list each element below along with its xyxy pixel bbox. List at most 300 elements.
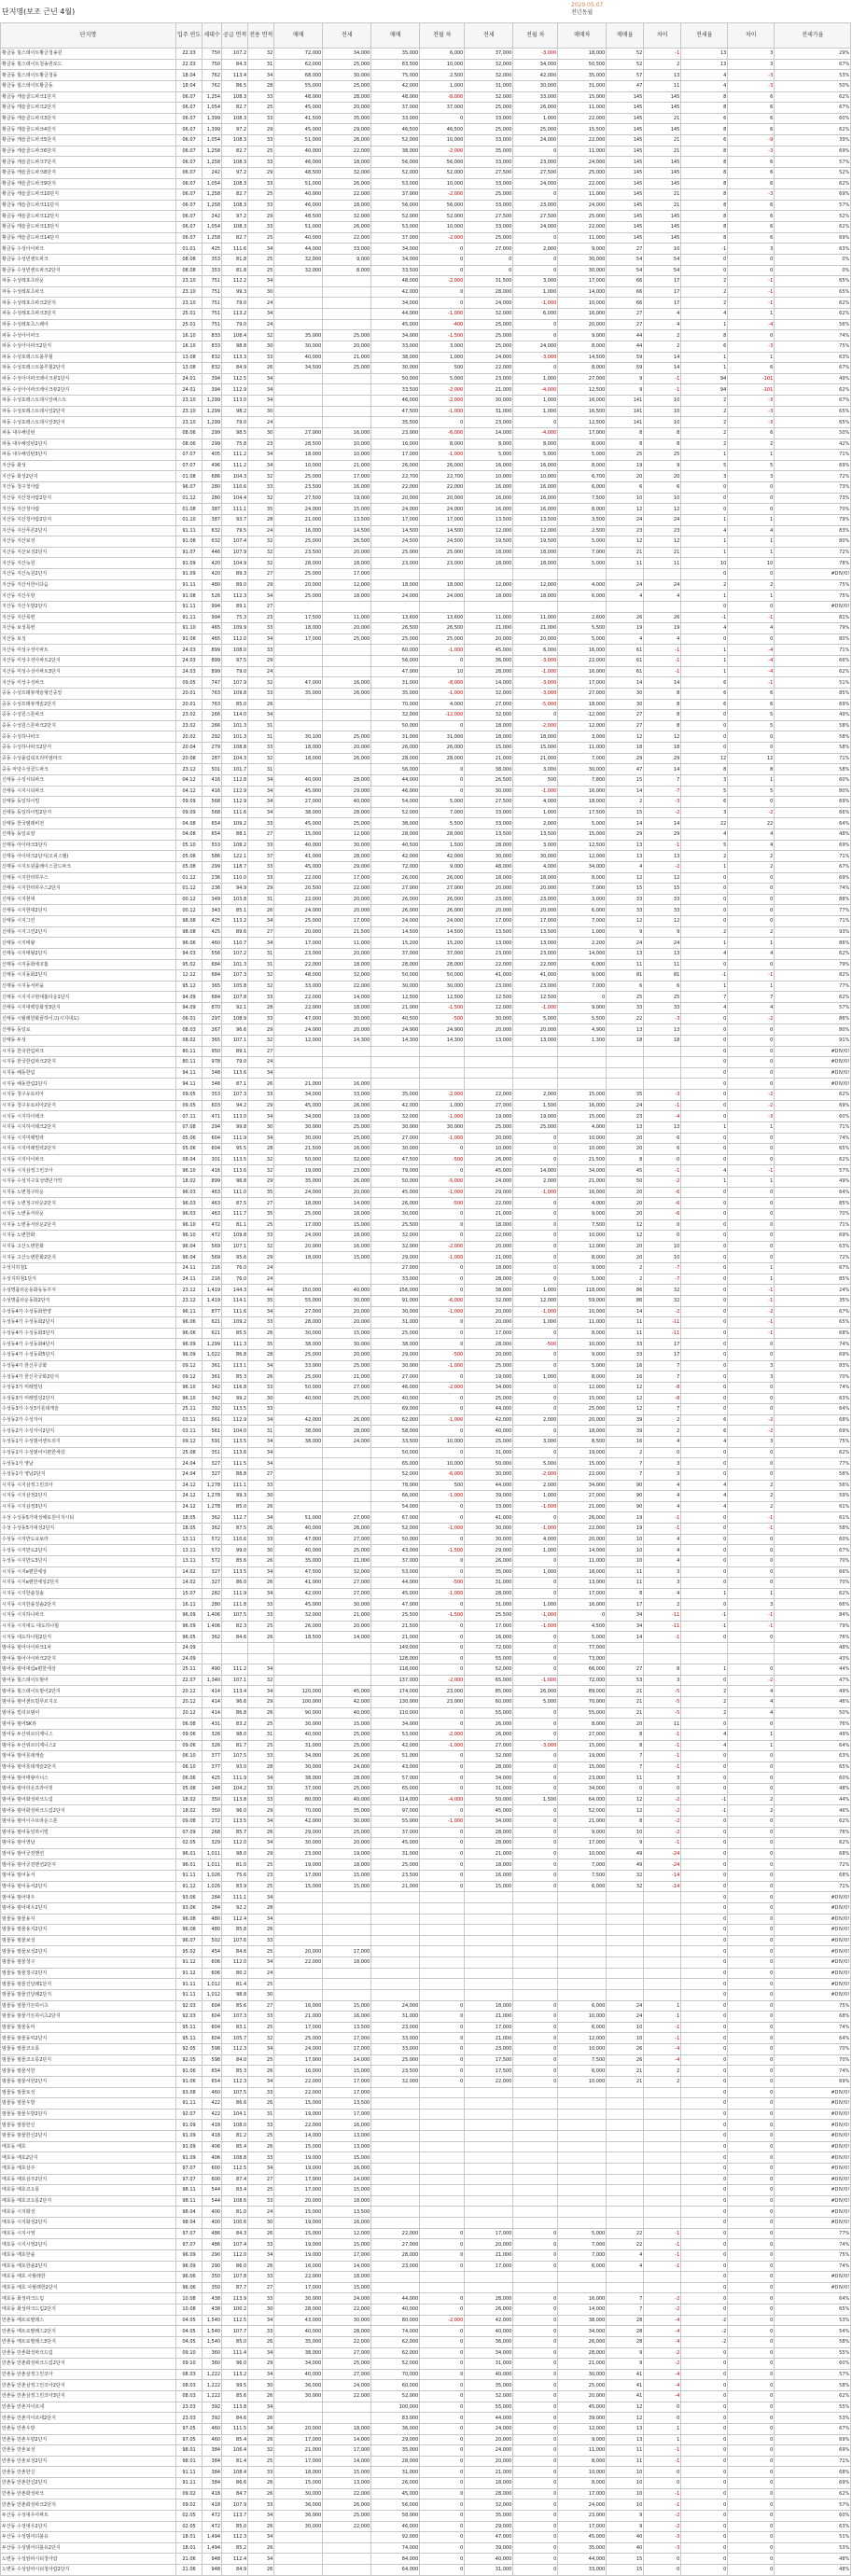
complex-name-cell: 만촌동 만촌한신2단지 [1, 2478, 176, 2489]
table-cell: 57% [775, 157, 851, 168]
table-cell: 12 [728, 753, 775, 764]
table-cell: 25,000 [420, 547, 465, 558]
table-cell: 15 [607, 774, 644, 786]
table-cell: 41 [607, 2391, 644, 2402]
table-cell: 11 [644, 959, 681, 970]
table-row [1, 1426, 851, 1437]
table-cell: -3,000 [513, 1740, 558, 1751]
table-cell: 20,000 [465, 2456, 513, 2467]
table-cell: 25 [248, 1219, 274, 1231]
table-cell: 94.03 [176, 948, 203, 959]
table-row [1, 1003, 851, 1014]
table-cell: 25,000 [323, 1827, 371, 1838]
table-cell [513, 1935, 558, 1946]
table-cell: 26,000 [323, 222, 371, 233]
table-cell: 1 [728, 1177, 775, 1188]
table-cell: 22,000 [558, 1469, 607, 1480]
table-cell [420, 1935, 465, 1946]
table-cell: 6 [681, 677, 728, 689]
table-cell: 56,000 [371, 764, 420, 775]
table-cell: 12,500 [465, 992, 513, 1003]
table-cell: 20,000 [465, 2239, 513, 2250]
table-cell [323, 2554, 371, 2565]
table-cell: 109.9 [222, 623, 248, 634]
table-cell: 18,000 [465, 591, 513, 602]
table-cell: 32,000 [274, 1610, 323, 1622]
table-cell [558, 1914, 607, 1925]
table-cell: 0 [681, 504, 728, 515]
table-row [1, 286, 851, 298]
table-cell: 85.6 [222, 2000, 248, 2012]
table-cell: 28,000 [274, 1317, 323, 1329]
table-cell: 97.07 [176, 2228, 203, 2239]
table-row [1, 113, 851, 124]
table-cell: 0 [513, 417, 558, 428]
table-cell: 4 [681, 623, 728, 634]
table-cell: 13,500 [513, 829, 558, 841]
table-row [1, 579, 851, 591]
table-cell: 15,000 [274, 2098, 323, 2110]
table-cell: 33,000 [323, 1090, 371, 1101]
table-cell: 0 [420, 2456, 465, 2467]
table-cell: 5,000 [558, 558, 607, 569]
table-cell: 0 [728, 2249, 775, 2261]
table-cell: 0 [728, 1393, 775, 1404]
table-cell: 12,500 [420, 992, 465, 1003]
table-cell: 8 [681, 157, 728, 168]
table-cell: 0 [728, 2456, 775, 2467]
complex-name-cell: 수성동1가 수성범어센트리지 [1, 1437, 176, 1448]
table-cell: 21,000 [465, 1208, 513, 1219]
table-cell: 30,000 [465, 396, 513, 407]
table-cell: 17,000 [558, 1588, 607, 1599]
table-cell: 17,000 [274, 634, 323, 645]
table-cell: 29 [248, 1024, 274, 1036]
table-cell: 6 [728, 363, 775, 374]
table-cell: 0 [420, 2499, 465, 2511]
table-cell: 06.06 [176, 1773, 203, 1784]
table-cell: 899 [203, 656, 222, 667]
table-cell: 7,000 [558, 884, 607, 895]
table-cell: 24,000 [323, 2380, 371, 2391]
table-cell: 26 [248, 2261, 274, 2272]
table-cell: 34 [248, 1067, 274, 1079]
table-row [1, 666, 851, 677]
table-cell: 14,000 [323, 1632, 371, 1643]
table-cell [323, 1057, 371, 1068]
table-cell: 8 [681, 232, 728, 244]
table-cell: 18,000 [323, 591, 371, 602]
complex-name-cell: 수성동4가 한신무궁화 [1, 1360, 176, 1372]
table-cell: 141 [607, 396, 644, 407]
table-cell: 32,000 [323, 167, 371, 178]
table-cell: 1,000 [513, 286, 558, 298]
table-cell: 0 [420, 1773, 465, 1784]
table-cell [465, 1046, 513, 1057]
table-cell: 47,500 [371, 406, 420, 417]
complex-name-cell: 만촌동 만촌자이르네2단지 [1, 2413, 176, 2424]
table-cell: 20.12 [176, 1697, 203, 1708]
table-cell: 145 [607, 91, 644, 103]
table-cell: 23,000 [371, 2261, 420, 2272]
table-row [1, 1524, 851, 1535]
table-cell: 82.7 [222, 232, 248, 244]
table-cell: 0 [420, 2033, 465, 2044]
table-cell: 48% [775, 2565, 851, 2576]
table-cell [274, 417, 323, 428]
table-cell: 0 [681, 1231, 728, 1242]
table-cell: 0 [644, 1784, 681, 1795]
table-cell: 0 [728, 634, 775, 645]
table-cell: 55% [775, 2402, 851, 2413]
complex-name-cell: 범어동 범어대우2단지 [1, 1902, 176, 1914]
table-cell: 20,000 [323, 623, 371, 634]
table-cell: 384 [203, 2445, 222, 2457]
table-cell: 80,000 [371, 2315, 420, 2326]
table-row [1, 2249, 851, 2261]
table-cell: 1,299 [203, 396, 222, 407]
table-row [1, 656, 851, 667]
table-cell: 9,000 [323, 254, 371, 265]
table-cell: 08.02 [176, 1035, 203, 1046]
table-cell: 1 [728, 1740, 775, 1751]
table-cell: 21,000 [274, 514, 323, 525]
table-cell: -1 [644, 1524, 681, 1535]
table-cell: 24,000 [465, 298, 513, 309]
table-cell [420, 2152, 465, 2164]
table-cell: 13 [607, 840, 644, 851]
table-cell: 27,500 [465, 211, 513, 222]
table-cell [513, 2141, 558, 2152]
table-cell: 52 [607, 59, 644, 70]
table-cell: 91.11 [176, 1871, 203, 1882]
table-cell: 8 [644, 427, 681, 439]
table-cell: 69% [775, 1350, 851, 1361]
table-cell: 8 [644, 439, 681, 450]
table-cell: 0 [420, 2326, 465, 2337]
table-cell: 89.6 [222, 926, 248, 938]
table-cell: 80% [775, 786, 851, 797]
table-row [1, 1968, 851, 1979]
table-cell: 15,000 [558, 1393, 607, 1404]
table-cell: -1,000 [513, 1501, 558, 1512]
table-cell: 0 [681, 884, 728, 895]
table-cell: 12,000 [465, 1003, 513, 1014]
table-cell: 1 [681, 450, 728, 461]
table-cell [465, 1925, 513, 1936]
table-cell: 22,000 [558, 222, 607, 233]
table-cell: 18,000 [513, 547, 558, 558]
table-cell: 1,054 [203, 103, 222, 114]
table-cell: 27,000 [558, 688, 607, 699]
table-cell [558, 1925, 607, 1936]
table-cell: 09.02 [176, 2488, 203, 2499]
table-cell: 1,054 [203, 222, 222, 233]
complex-name-cell: 시지동 시지아이파크 [1, 1154, 176, 1165]
table-cell: #DIV/0! [775, 2098, 851, 2110]
table-cell: 34 [607, 1621, 644, 1632]
table-cell: 38,000 [274, 1437, 323, 1448]
table-cell: 112.4 [222, 1914, 248, 1925]
table-cell: 7 [644, 774, 681, 786]
table-cell: 486 [203, 2228, 222, 2239]
table-cell: 21,000 [465, 753, 513, 764]
table-cell: 75% [775, 1437, 851, 1448]
table-cell: 82.7 [222, 103, 248, 114]
table-cell: 0 [681, 1675, 728, 1686]
table-cell: 80% [775, 634, 851, 645]
table-cell: #DIV/0! [775, 1935, 851, 1946]
table-cell: 360 [203, 2347, 222, 2359]
table-cell: 38,000 [274, 807, 323, 818]
table-cell: 0 [513, 2391, 558, 2402]
table-cell: 21 [607, 2076, 644, 2087]
table-cell [274, 2554, 323, 2565]
table-cell: 6 [607, 981, 644, 992]
table-cell: 2 [644, 330, 681, 341]
table-cell: 145 [607, 157, 644, 168]
table-cell: 27 [248, 2282, 274, 2293]
table-cell: 24,000 [420, 591, 465, 602]
table-cell: 81 [644, 970, 681, 982]
table-cell: 2 [644, 341, 681, 352]
table-cell: 69% [775, 2076, 851, 2087]
table-row [1, 558, 851, 569]
table-cell: 25,000 [323, 818, 371, 829]
table-cell: 85.2 [222, 2542, 248, 2554]
table-cell: 0 [420, 2391, 465, 2402]
table-cell: 24.11 [176, 1263, 203, 1274]
table-cell: 33 [248, 1480, 274, 1491]
table-cell: 40,000 [323, 1285, 371, 1296]
table-header-row [1, 23, 851, 49]
table-cell: 544 [203, 2185, 222, 2196]
table-cell: 0 [644, 1231, 681, 1242]
table-cell: 0 [728, 1404, 775, 1415]
table-cell: 17,000 [465, 2261, 513, 2272]
complex-name-cell: 범어동 범어롯데캐슬 [1, 1751, 176, 1762]
table-cell: 33 [607, 1003, 644, 1014]
table-cell: 12,000 [274, 1035, 323, 1046]
table-cell: 45,000 [274, 861, 323, 872]
table-cell: 16.11 [176, 1599, 203, 1610]
complex-name-cell: 범어동 범어SK뷰 [1, 1719, 176, 1730]
table-cell: 53% [775, 70, 851, 81]
table-cell: 26,000 [420, 743, 465, 754]
table-cell [420, 1925, 465, 1936]
table-cell: 416 [203, 786, 222, 797]
table-cell: 12,000 [558, 1241, 607, 1252]
table-cell [420, 2272, 465, 2283]
table-cell: 50,000 [465, 1794, 513, 1805]
table-cell: 5 [728, 460, 775, 471]
table-row [1, 623, 851, 634]
table-cell: 84.3 [222, 2228, 248, 2239]
table-cell: 0 [513, 1512, 558, 1524]
table-cell: 71% [775, 851, 851, 862]
table-cell: 20,000 [420, 493, 465, 504]
table-row [1, 2391, 851, 2402]
table-cell: 0 [728, 797, 775, 808]
table-row [1, 2087, 851, 2098]
table-cell: 79.5 [222, 525, 248, 536]
table-cell: 31 [248, 1426, 274, 1437]
table-cell: 297 [203, 1013, 222, 1024]
table-cell: -1 [681, 1805, 728, 1817]
table-cell: 0 [420, 2488, 465, 2499]
table-cell: 0 [513, 2012, 558, 2023]
table-cell: -1 [644, 1751, 681, 1762]
table-cell [420, 2131, 465, 2142]
table-cell: 21 [607, 1707, 644, 1719]
table-cell: 18,000 [465, 1219, 513, 1231]
complex-name-cell: 시지동 시지삼정그린코아 [1, 1480, 176, 1491]
table-cell: 236 [203, 884, 222, 895]
table-cell: 16 [607, 1372, 644, 1383]
table-cell: 1 [681, 938, 728, 949]
table-cell: 0 [644, 1447, 681, 1458]
table-cell: 20,000 [465, 884, 513, 895]
table-cell: 20,000 [323, 1838, 371, 1849]
table-cell: -2,000 [513, 720, 558, 731]
table-cell: 20,000 [274, 1241, 323, 1252]
table-cell: 454 [203, 1946, 222, 1957]
table-cell: 4 [681, 80, 728, 91]
table-row [1, 861, 851, 872]
table-cell [420, 1979, 465, 1990]
table-cell: 34 [248, 1414, 274, 1426]
table-cell: 46% [775, 1697, 851, 1708]
table-cell: 242 [203, 211, 222, 222]
table-cell: 0 [420, 1871, 465, 1882]
table-cell [513, 1914, 558, 1925]
table-cell: 85.4 [222, 2434, 248, 2445]
table-cell: 65% [775, 1761, 851, 1773]
table-cell: 35 [248, 1187, 274, 1198]
table-cell: 40,000 [274, 146, 323, 157]
table-cell: 26,000 [465, 1555, 513, 1566]
table-cell: 21 [644, 113, 681, 124]
table-cell: 98.0 [222, 1848, 248, 1859]
complex-name-cell: 범어동 범어아이파크2단지 [1, 1653, 176, 1664]
table-cell: 22,000 [465, 1090, 513, 1101]
table-cell: 24,000 [274, 1231, 323, 1242]
table-row [1, 1642, 851, 1653]
complex-name-cell: 시지동 노변청구타운 [1, 1187, 176, 1198]
table-cell: 23,000 [558, 2510, 607, 2521]
table-cell: 0 [420, 656, 465, 667]
table-cell: 40,000 [274, 840, 323, 851]
table-cell: 17,000 [465, 1621, 513, 1632]
table-cell: 71% [775, 1121, 851, 1133]
table-cell: 0 [681, 1458, 728, 1469]
table-cell: 17,000 [274, 1219, 323, 1231]
table-cell: 35,000 [465, 146, 513, 157]
table-cell: 26 [248, 1578, 274, 1589]
table-cell: 24,000 [558, 157, 607, 168]
table-cell: 0 [728, 2228, 775, 2239]
complex-name-cell: 지산동 화성2단지 [1, 471, 176, 482]
table-cell [274, 764, 323, 775]
table-cell: 100,000 [371, 2402, 420, 2413]
complex-name-cell: 중동 마당수성골드파크 [1, 764, 176, 775]
table-cell: -11 [644, 1317, 681, 1329]
table-cell: 0 [728, 1067, 775, 1079]
table-cell: 94.11 [176, 1067, 203, 1079]
table-cell: 30,000 [323, 70, 371, 81]
table-cell: 0 [728, 2315, 775, 2326]
table-cell: 15,000 [558, 1458, 607, 1469]
table-cell: 15,000 [323, 1881, 371, 1892]
table-cell: 416 [203, 774, 222, 786]
table-cell: 34,000 [371, 298, 420, 309]
table-cell: 71% [775, 753, 851, 764]
table-cell: 46,000 [371, 2521, 420, 2532]
table-cell [607, 2272, 644, 2283]
table-cell: 33 [248, 2087, 274, 2098]
table-cell: 30,000 [274, 1761, 323, 1773]
table-cell: #DIV/0! [775, 2195, 851, 2207]
table-cell: 0 [513, 1447, 558, 1458]
table-cell: 14 [607, 677, 644, 689]
sheet-title: 단지명(보조 근년 4월) [2, 7, 76, 16]
table-cell: -7 [644, 786, 681, 797]
table-cell: 24 [248, 298, 274, 309]
table-cell: 8,000 [558, 2478, 607, 2489]
table-cell: 384 [203, 2478, 222, 2489]
table-cell: 31,500 [465, 276, 513, 287]
table-cell: 486 [203, 2239, 222, 2250]
table-cell [465, 2141, 513, 2152]
table-cell: #DIV/0! [775, 1079, 851, 1090]
table-cell: 6 [681, 1426, 728, 1437]
table-cell: 84% [775, 1610, 851, 1622]
complex-name-cell: 황금동 캐슬골드파크13단지 [1, 222, 176, 233]
table-cell: 471 [203, 1111, 222, 1122]
table-cell: 73,000 [558, 1653, 607, 1664]
table-cell: 0 [513, 2336, 558, 2347]
table-cell: 32,000 [371, 1111, 420, 1122]
table-cell: 24 [248, 666, 274, 677]
table-row [1, 2423, 851, 2434]
table-cell: 13,500 [323, 2207, 371, 2218]
table-cell: 113.2 [222, 2369, 248, 2380]
table-row [1, 2207, 851, 2218]
table-cell: 17,000 [274, 2185, 323, 2196]
table-cell: 26 [248, 2141, 274, 2152]
table-cell: 54,000 [371, 797, 420, 808]
table-cell: 26,000 [371, 743, 420, 754]
table-cell: 62% [775, 298, 851, 309]
table-cell [728, 1653, 775, 1664]
table-cell: 0 [681, 2293, 728, 2304]
table-cell: 96.06 [176, 1328, 203, 1339]
table-cell: 7,000 [558, 753, 607, 764]
table-cell: 77% [775, 1458, 851, 1469]
table-cell: 81.0 [222, 2207, 248, 2218]
table-row [1, 1414, 851, 1426]
table-cell: -3 [728, 417, 775, 428]
table-cell: 0 [728, 1892, 775, 1903]
table-row [1, 493, 851, 504]
table-cell: 0 [681, 1534, 728, 1545]
table-cell: 15,000 [323, 2239, 371, 2250]
table-cell: 20,000 [513, 905, 558, 916]
table-cell: -2 [728, 1090, 775, 1101]
table-cell: 96.01 [176, 1859, 203, 1871]
table-cell: 71% [775, 916, 851, 927]
table-cell: 22,000 [274, 2087, 323, 2098]
